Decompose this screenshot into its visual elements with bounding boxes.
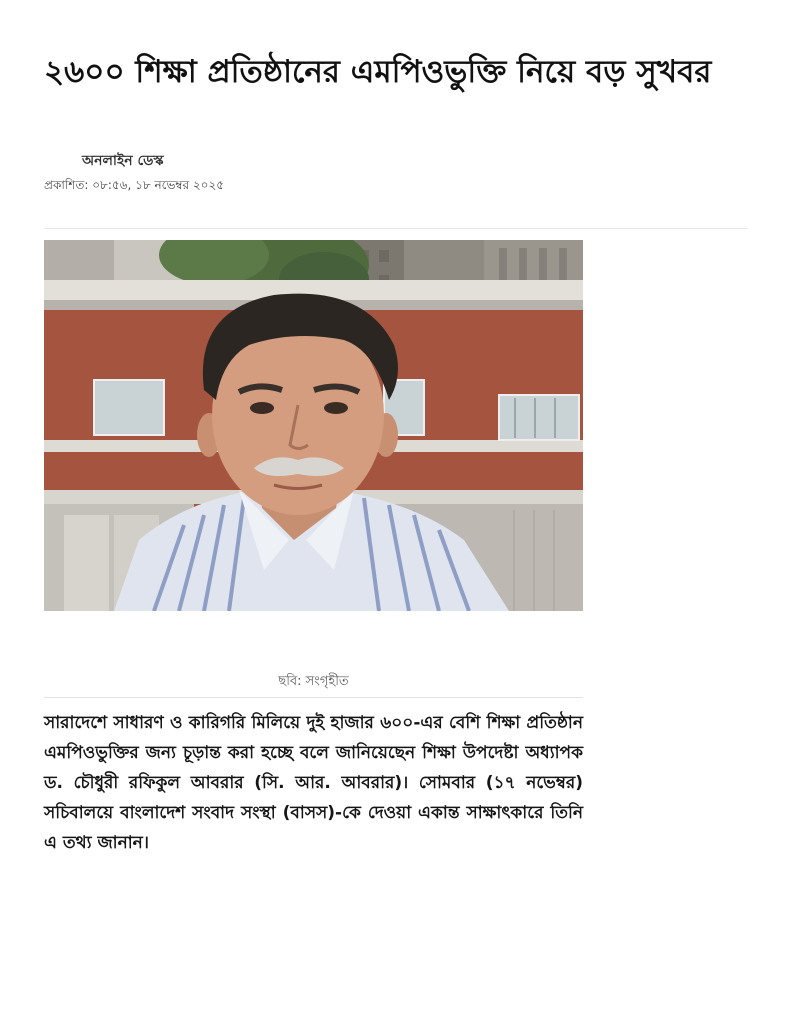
photo-caption: ছবি: সংগৃহীত: [278, 674, 349, 689]
article-photo: [44, 240, 583, 611]
author-byline[interactable]: অনলাইন ডেস্ক: [82, 153, 164, 169]
caption-divider: [44, 697, 583, 698]
article-headline: ২৬০০ শিক্ষা প্রতিষ্ঠানের এমপিওভুক্তি নিয়ে বড় সুখবর: [44, 54, 712, 90]
article-body-paragraph: সারাদেশে সাধারণ ও কারিগরি মিলিয়ে দুই হাজার ৬০০-এর বেশি শিক্ষা প্রতিষ্ঠান এমপিওভুক্তির জন্য চূড়ান্ত করা হচ্ছে বলে জানিয়েছেন শিক্ষা উপদেষ্টা অধ্যাপক ড. চৌধুরী রফিকুল আবরার (সি. আর. আবরার)। সোমবার (১৭ নভেম্বর) সচিবালয়ে বাংলাদেশ সংবাদ সংস্থা (বাসস)-কে দেওয়া একান্ত সাক্ষাৎকারে তিনি এ তথ্য জানান।: [44, 713, 583, 853]
published-timestamp: প্রকাশিত: ০৮:৫৬, ১৮ নভেম্বর ২০২৫: [44, 178, 225, 192]
header-divider: [44, 228, 748, 229]
